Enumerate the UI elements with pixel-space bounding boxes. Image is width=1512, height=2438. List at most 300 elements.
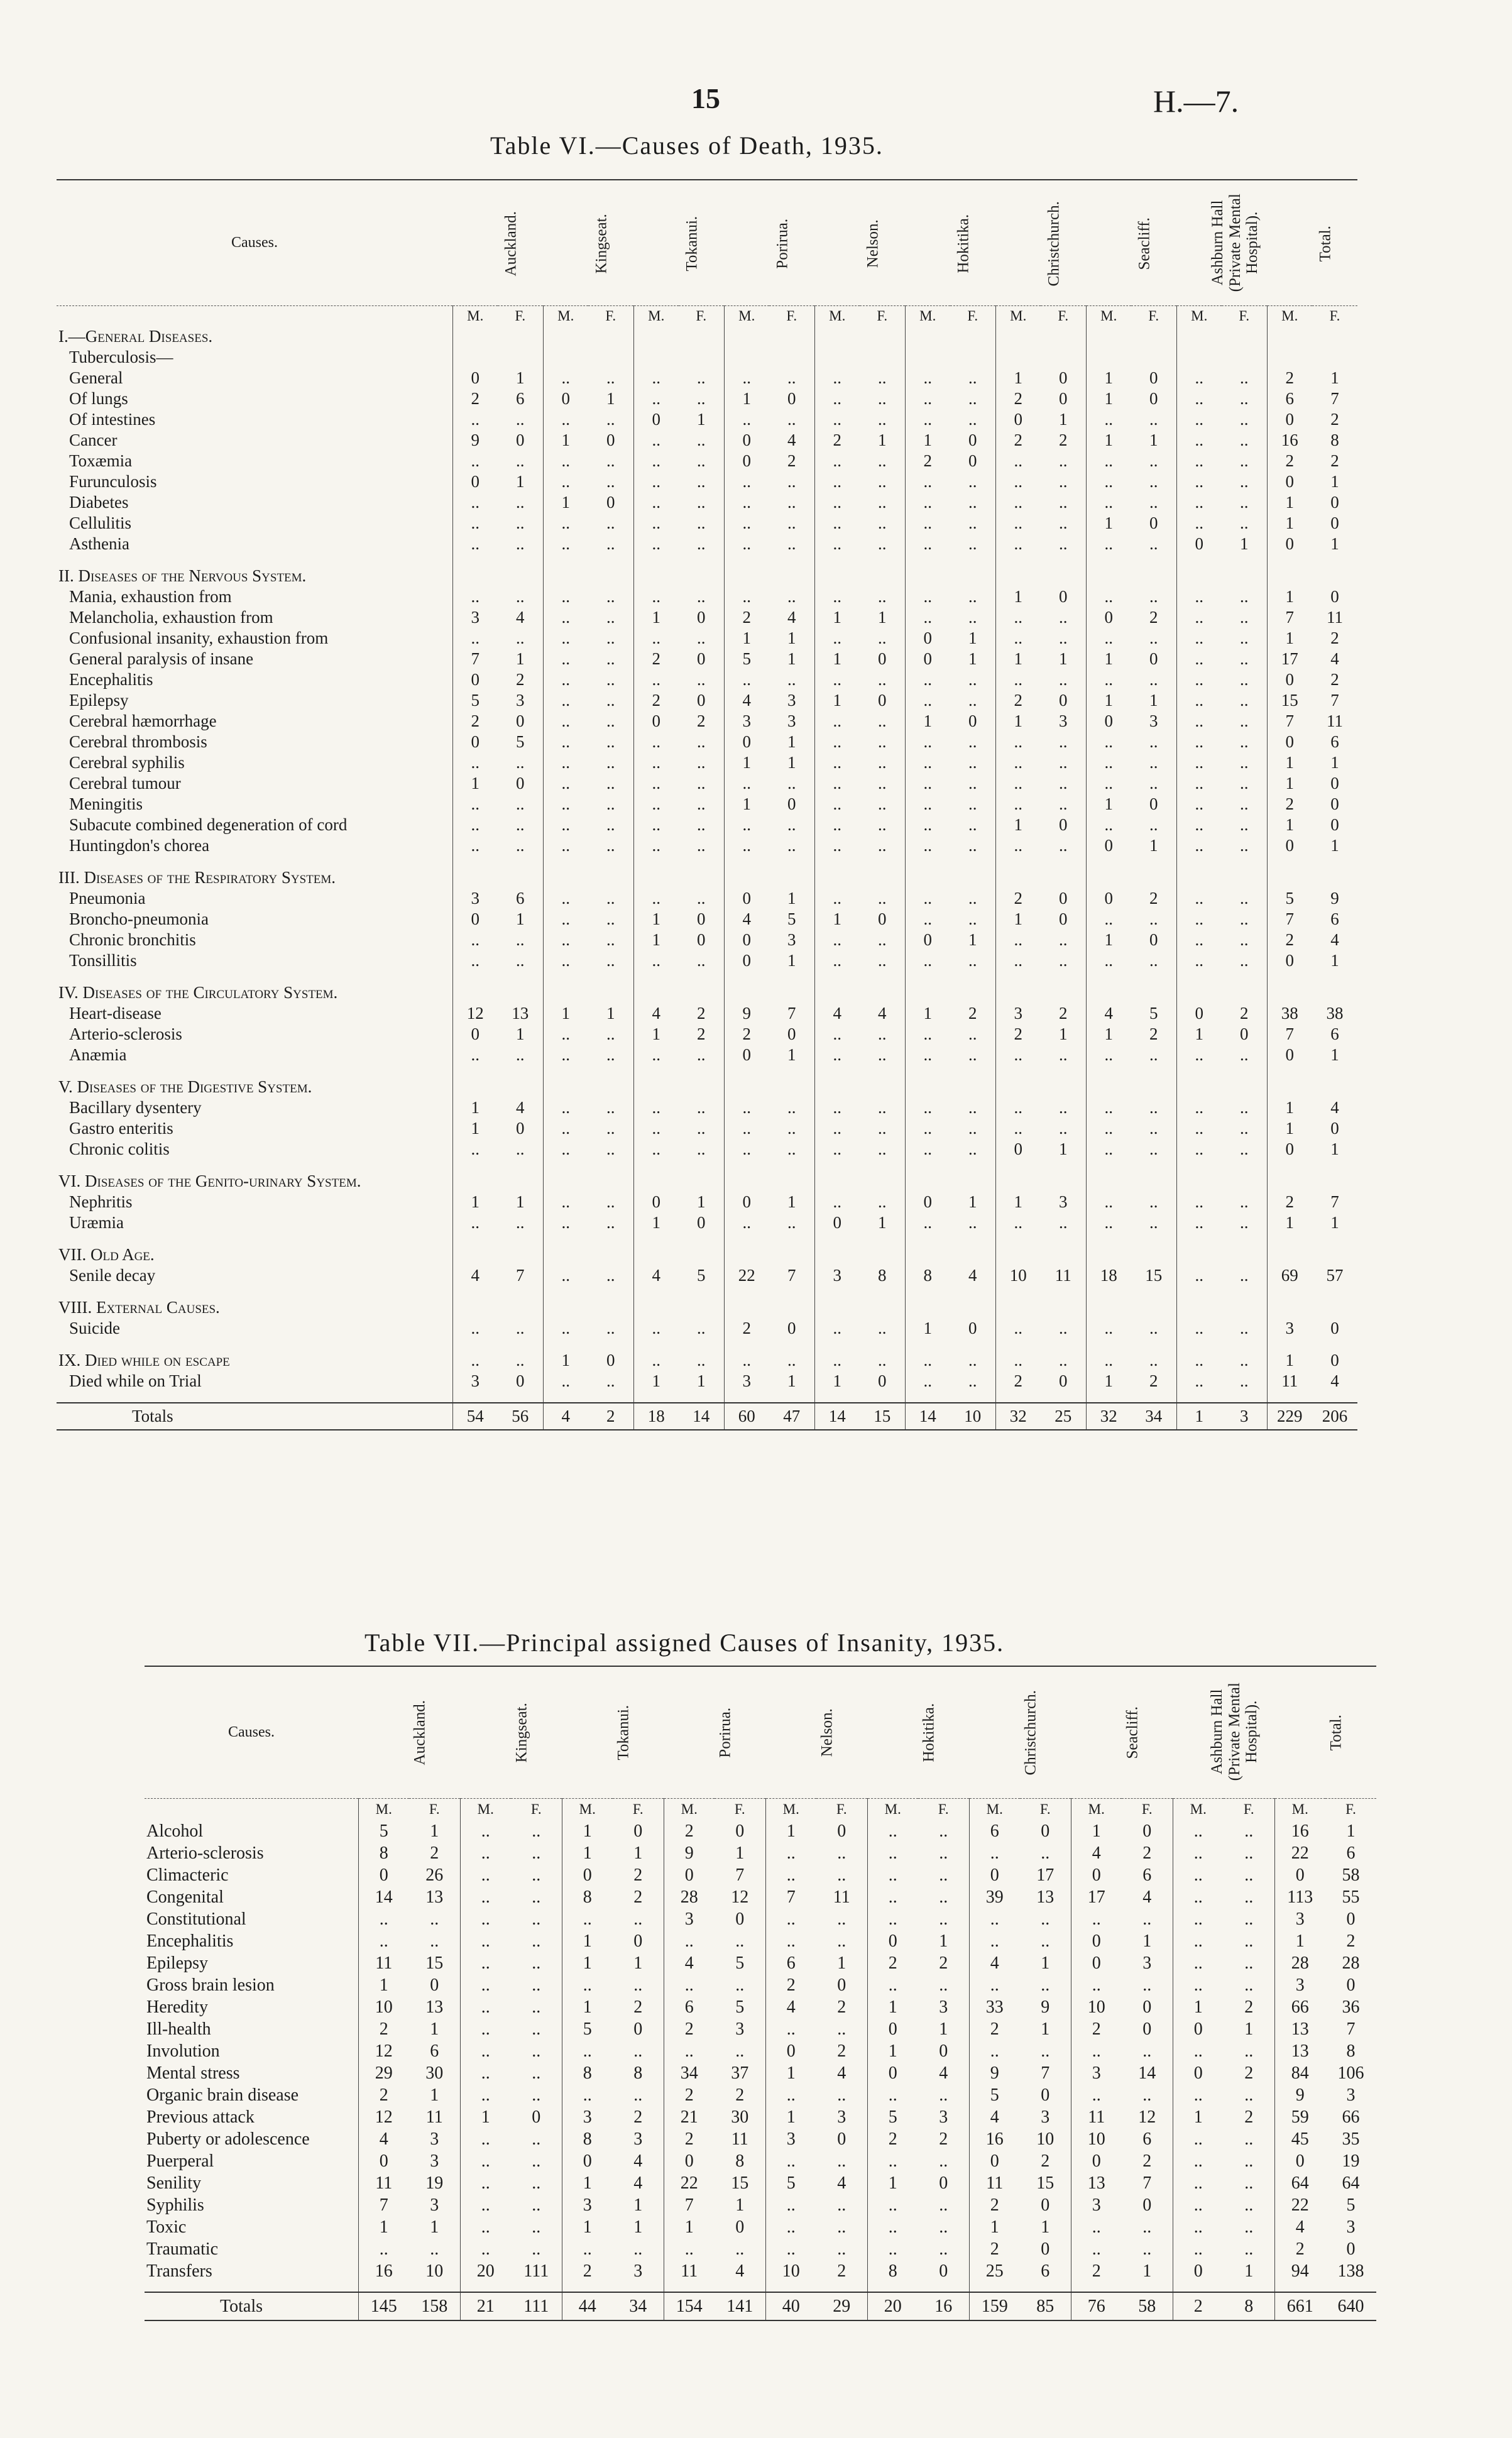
hospital-name: Auckland. [502, 211, 520, 277]
table-cell: .. [765, 2018, 816, 2040]
table-row [57, 430, 1357, 451]
table-cell: .. [1173, 1974, 1224, 1996]
table-cell: .. [543, 1097, 588, 1118]
table-cell [633, 982, 679, 1003]
row-label: Cerebral thrombosis [69, 732, 207, 751]
table-cell: .. [1244, 1975, 1254, 1995]
table-cell: .. [543, 950, 588, 971]
table-cell: .. [995, 1118, 1041, 1139]
table-cell [995, 1077, 1041, 1097]
table-cell: .. [1149, 451, 1158, 470]
table-cell: 0 [939, 2173, 948, 2193]
table-cell: .. [905, 669, 950, 690]
table-cell: .. [968, 587, 977, 606]
table-cell: .. [1240, 1266, 1249, 1285]
table-cell: 4 [1071, 1842, 1122, 1864]
table-cell: 0 [697, 649, 706, 668]
table-cell: .. [905, 1118, 950, 1139]
table-cell: 7 [1041, 2063, 1050, 2083]
table-cell: .. [664, 2238, 715, 2260]
table-cell: .. [878, 1045, 887, 1064]
table-cell: .. [1240, 732, 1249, 751]
table-cell: 2 [995, 1024, 1041, 1045]
table-cell [588, 1297, 633, 1318]
table-cell: .. [787, 410, 796, 429]
table-cell: 3 [837, 2107, 846, 2127]
table-cell: .. [1244, 1887, 1254, 1907]
table-cell: 2 [939, 1953, 948, 1973]
table-row [57, 1371, 1357, 1392]
table-cell [1312, 347, 1357, 368]
table-cell: .. [724, 409, 769, 430]
table-cell: 0 [724, 888, 769, 909]
table-cell: .. [633, 2085, 643, 2105]
table-cell: 64 [1274, 2172, 1325, 2194]
table-row [57, 815, 1357, 835]
table-cell [950, 326, 995, 347]
table-cell: .. [1244, 2041, 1254, 2061]
table-cell: .. [430, 1909, 439, 1929]
table-cell: 0 [1041, 1821, 1050, 1841]
table-cell: .. [532, 1821, 541, 1841]
sex-label: M. [724, 305, 769, 326]
table-cell: .. [1176, 1118, 1222, 1139]
table-cell: .. [968, 889, 977, 908]
table-cell: .. [697, 493, 706, 512]
table-cell: .. [543, 1192, 588, 1212]
table-cell: 0 [1086, 835, 1131, 856]
table-cell: .. [532, 2195, 541, 2215]
table-row [57, 607, 1357, 628]
table-cell: 22 [724, 1265, 769, 1286]
table-cell: 0 [968, 451, 977, 470]
table-cell: 3 [664, 1908, 715, 1930]
table-cell: 0 [787, 1319, 796, 1337]
table-cell [724, 1077, 769, 1097]
sex-label: M. [452, 305, 498, 326]
table-cell: .. [532, 2041, 541, 2061]
table-cell: 3 [735, 2019, 745, 2039]
table-cell: .. [787, 670, 796, 689]
table-cell: .. [606, 815, 615, 834]
table-cell: 2 [1240, 1004, 1249, 1023]
row-label: Diabetes [69, 493, 129, 512]
table-cell: 2 [995, 430, 1041, 451]
table-cell: .. [787, 1213, 796, 1232]
section-heading: II. Diseases of the Nervous System. [58, 566, 307, 585]
table-cell: .. [697, 1351, 706, 1370]
causes-column-header: Causes. [145, 1666, 358, 1798]
table-cell: 3 [430, 2195, 439, 2215]
table-cell: .. [878, 753, 887, 772]
table-cell: .. [452, 1212, 498, 1233]
table-cell: .. [814, 1139, 860, 1160]
table-cell [1222, 566, 1267, 586]
table-cell: .. [1173, 2172, 1224, 2194]
table-cell: .. [1240, 909, 1249, 928]
table-cell [1312, 1244, 1357, 1265]
table-cell [543, 1077, 588, 1097]
table-cell: 1 [1267, 773, 1312, 794]
table-cell: 7 [1330, 691, 1339, 710]
table-cell: .. [460, 2084, 511, 2106]
table-cell: .. [1244, 2239, 1254, 2259]
table-cell: 8 [1346, 2041, 1356, 2061]
table-cell: .. [562, 1908, 613, 1930]
table-cell [633, 1297, 679, 1318]
table-cell [724, 347, 769, 368]
table-cell: 5 [735, 1953, 745, 1973]
table-cell [950, 982, 995, 1003]
table-cell: .. [697, 815, 706, 834]
table-cell: 15 [1145, 1266, 1163, 1285]
table-cell: 2 [867, 2128, 918, 2150]
table-cell: .. [968, 534, 977, 553]
table-cell: .. [1176, 690, 1222, 711]
row-label: Uræmia [69, 1213, 124, 1232]
table-cell: 25 [969, 2260, 1020, 2282]
table-cell [679, 1244, 724, 1265]
table-cell: .. [1059, 1213, 1068, 1232]
table-cell: .. [697, 1319, 706, 1337]
table-cell: .. [1240, 629, 1249, 647]
table-cell: .. [532, 2085, 541, 2105]
table-cell: .. [633, 835, 679, 856]
table-cell: 1 [787, 732, 796, 751]
table-cell: .. [968, 1119, 977, 1138]
table-cell: 2 [664, 2128, 715, 2150]
table-cell: 1 [1330, 1045, 1339, 1064]
table-cell: 0 [606, 1351, 615, 1370]
table-cell: 1 [562, 1820, 613, 1842]
table-cell [1041, 326, 1086, 347]
table-cell: .. [1142, 1909, 1152, 1929]
hospital-name: Porirua. [774, 218, 791, 269]
table-cell: 3 [1059, 1192, 1068, 1211]
table-cell [1176, 1077, 1222, 1097]
table-cell: 8 [562, 2128, 613, 2150]
table-cell: 7 [1346, 2019, 1356, 2039]
table-cell: 2 [1149, 608, 1158, 627]
sex-label: M. [1274, 1798, 1325, 1820]
table-cell: 47 [769, 1403, 814, 1430]
table-cell: 14 [814, 1403, 860, 1430]
table-6-title: Table VI.—Causes of Death, 1935. [490, 131, 884, 160]
table-cell: 15 [731, 2173, 749, 2193]
table-cell: 32 [995, 1403, 1041, 1430]
table-row [57, 628, 1357, 649]
table-cell: 2 [1330, 670, 1339, 689]
table-cell: .. [1176, 513, 1222, 534]
table-cell: .. [606, 1371, 615, 1390]
table-cell: .. [814, 628, 860, 649]
table-cell: 1 [787, 1192, 796, 1211]
table-cell: .. [606, 670, 615, 689]
table-cell: .. [532, 1997, 541, 2017]
row-label: Cancer [69, 431, 118, 449]
table-cell: .. [735, 2239, 745, 2259]
table-cell: 18 [1086, 1265, 1131, 1286]
table-cell: 3 [1071, 2194, 1122, 2216]
table-cell: .. [995, 930, 1041, 950]
table-cell: .. [814, 732, 860, 752]
table-cell: 2 [452, 388, 498, 409]
table-cell [679, 347, 724, 368]
table-row [57, 368, 1357, 388]
table-cell: 6 [516, 889, 525, 908]
table-cell [543, 326, 588, 347]
table-row [57, 1003, 1357, 1024]
table-cell: .. [1071, 2084, 1122, 2106]
table-cell: .. [1173, 1930, 1224, 1952]
table-cell: .. [543, 773, 588, 794]
table-cell: 69 [1267, 1265, 1312, 1286]
table-cell: .. [878, 534, 887, 553]
table-cell: .. [1041, 2041, 1050, 2061]
table-cell: 0 [787, 794, 796, 813]
table-cell: .. [1173, 1908, 1224, 1930]
table-cell: .. [814, 794, 860, 815]
table-cell: .. [878, 1139, 887, 1158]
table-cell: 1 [1059, 1139, 1068, 1158]
table-cell: 3 [1071, 2062, 1122, 2084]
table-cell: 0 [969, 2150, 1020, 2172]
table-cell: 2 [765, 1974, 816, 1996]
table-cell: .. [837, 2019, 846, 2039]
table-cell: 0 [724, 930, 769, 950]
table-cell: .. [878, 451, 887, 470]
table-cell: 2 [969, 2238, 1020, 2260]
table-cell: 28 [664, 1886, 715, 1908]
table-cell [1086, 326, 1131, 347]
table-row [145, 1996, 1376, 2018]
table-cell [1312, 1297, 1357, 1318]
table-cell: .. [1240, 368, 1249, 387]
table-cell: 4 [1330, 1098, 1339, 1117]
table-cell: 0 [1346, 1909, 1356, 1929]
table-cell: 14 [1138, 2063, 1156, 2083]
table-cell: .. [968, 691, 977, 710]
table-row [57, 1097, 1357, 1118]
table-cell: .. [606, 451, 615, 470]
table-cell: 10 [358, 1996, 409, 2018]
table-cell: .. [1244, 1821, 1254, 1841]
table-cell [860, 1244, 905, 1265]
hospital-column-header [1274, 1666, 1376, 1798]
table-cell: 2 [1330, 629, 1339, 647]
table-cell: 0 [1267, 669, 1312, 690]
table-cell: 2 [995, 1371, 1041, 1392]
table-cell: 1 [1086, 368, 1131, 388]
table-cell: 0 [452, 909, 498, 930]
table-cell: 1 [995, 649, 1041, 669]
table-cell: .. [606, 1213, 615, 1232]
table-cell: 2 [814, 430, 860, 451]
table-cell: 4 [837, 2173, 846, 2193]
table-cell: .. [460, 1864, 511, 1886]
table-cell [1041, 1244, 1086, 1265]
table-cell [1176, 1297, 1222, 1318]
table-cell: .. [968, 410, 977, 429]
table-cell: 4 [1274, 2216, 1325, 2238]
table-cell: 1 [735, 1843, 745, 1863]
table-cell: .. [939, 1843, 948, 1863]
table-cell: .. [905, 1024, 950, 1045]
table-cell: 7 [358, 2194, 409, 2216]
table-cell: .. [697, 951, 706, 970]
sex-label: F. [1243, 1801, 1254, 1817]
table-cell: .. [1086, 815, 1131, 835]
table-cell: .. [1059, 513, 1068, 532]
table-cell [633, 1077, 679, 1097]
table-cell: .. [460, 1930, 511, 1952]
table-cell: .. [1173, 1864, 1224, 1886]
row-label: Traumatic [146, 2239, 219, 2259]
table-cell: .. [1176, 815, 1222, 835]
table-cell: .. [697, 774, 706, 793]
table-cell [995, 1244, 1041, 1265]
table-cell: 55 [1342, 1887, 1360, 1907]
table-cell: 0 [1149, 794, 1158, 813]
table-cell: .. [1173, 1842, 1224, 1864]
row-label: Melancholia, exhaustion from [69, 608, 273, 627]
section-heading-row [57, 1171, 1357, 1192]
hospital-column-header [969, 1666, 1071, 1798]
table-cell: .. [606, 774, 615, 793]
table-row [145, 2150, 1376, 2172]
table-cell: .. [1240, 1319, 1249, 1337]
table-cell: 0 [735, 1909, 745, 1929]
table-cell: 4 [968, 1266, 977, 1285]
table-cell: 16 [358, 2260, 409, 2282]
table-cell: 66 [1342, 2107, 1360, 2127]
row-label: Of lungs [69, 389, 128, 408]
table-cell [1267, 566, 1312, 586]
sex-label: M. [1267, 305, 1312, 326]
table-cell: .. [1059, 451, 1068, 470]
table-cell: 15 [1267, 690, 1312, 711]
table-cell: .. [1059, 1351, 1068, 1370]
table-cell: 0 [1330, 587, 1339, 606]
table-cell: .. [606, 368, 615, 387]
table-cell: .. [1240, 431, 1249, 449]
table-cell: .. [1149, 774, 1158, 793]
table-cell: .. [532, 2129, 541, 2149]
table-cell: .. [1240, 711, 1249, 730]
table-cell: .. [939, 2217, 948, 2237]
table-cell: .. [452, 815, 498, 835]
table-cell: .. [905, 1212, 950, 1233]
table-cell: .. [1240, 410, 1249, 429]
table-cell: 3 [562, 2106, 613, 2128]
table-cell: .. [532, 1953, 541, 1973]
table-cell: 1 [697, 1192, 706, 1211]
hospital-name: Porirua. [716, 1708, 734, 1758]
table-cell: 2 [969, 2018, 1020, 2040]
table-cell: 1 [814, 909, 860, 930]
table-cell: 13 [1274, 2018, 1325, 2040]
row-label: Involution [146, 2041, 220, 2061]
table-cell: 0 [1142, 2195, 1152, 2215]
table-cell: 0 [787, 1024, 796, 1043]
table-row [57, 732, 1357, 752]
table-cell: 1 [516, 368, 525, 387]
table-cell: .. [814, 368, 860, 388]
hospital-column-header [562, 1666, 664, 1798]
table-cell: .. [516, 587, 525, 606]
table-cell: 11 [833, 1887, 850, 1907]
table-cell: 0 [543, 388, 588, 409]
table-cell: .. [787, 368, 796, 387]
table-cell: .. [606, 1266, 615, 1285]
table-cell: 2 [1267, 794, 1312, 815]
table-cell: 29 [816, 2292, 867, 2320]
table-cell: 1 [765, 2106, 816, 2128]
table-cell [814, 1171, 860, 1192]
table-cell: .. [532, 2239, 541, 2259]
table-cell: .. [724, 1212, 769, 1233]
table-cell: .. [543, 1212, 588, 1233]
table-cell: 0 [562, 2150, 613, 2172]
table-cell: .. [968, 753, 977, 772]
table-cell: .. [814, 815, 860, 835]
table-cell: .. [1176, 1350, 1222, 1371]
table-cell: 0 [430, 1975, 439, 1995]
table-cell: 0 [633, 409, 679, 430]
table-cell [1312, 566, 1357, 586]
table-cell: 0 [452, 368, 498, 388]
table-cell: 145 [358, 2292, 409, 2320]
table-cell: .. [606, 753, 615, 772]
table-cell: 1 [765, 1820, 816, 1842]
table-cell: 7 [1330, 389, 1339, 408]
table-cell: 0 [697, 691, 706, 710]
table-cell: .. [905, 752, 950, 773]
table-cell: 1 [606, 1004, 615, 1023]
table-cell: 2 [1330, 410, 1339, 429]
table-cell: .. [516, 815, 525, 834]
table-cell: 0 [995, 1139, 1041, 1160]
table-cell: .. [633, 1975, 643, 1995]
hospital-name: Kingseat. [513, 1703, 530, 1763]
table-cell: .. [452, 752, 498, 773]
table-cell: 1 [724, 628, 769, 649]
row-label: Asthenia [69, 534, 129, 553]
table-cell: .. [1176, 1192, 1222, 1212]
table-cell: .. [543, 835, 588, 856]
table-cell: 111 [523, 2261, 549, 2281]
table-cell: .. [1059, 493, 1068, 512]
table-cell: 0 [1142, 1997, 1152, 2017]
table-cell [1086, 566, 1131, 586]
table-cell [995, 867, 1041, 888]
table-cell [498, 867, 543, 888]
sex-label: M. [358, 1798, 409, 1820]
table-cell: .. [878, 389, 887, 408]
table-cell: 0 [516, 711, 525, 730]
table-cell: 4 [1330, 1371, 1339, 1390]
row-label: Meningitis [69, 794, 143, 813]
table-cell: 1 [430, 1821, 439, 1841]
table-cell: .. [452, 513, 498, 534]
table-cell: .. [1059, 534, 1068, 553]
section-heading-row [57, 982, 1357, 1003]
table-cell: 2 [358, 2084, 409, 2106]
table-cell: .. [1244, 1843, 1254, 1863]
table-cell: 0 [724, 430, 769, 451]
table-cell: .. [543, 1024, 588, 1045]
section-heading-row [57, 1077, 1357, 1097]
